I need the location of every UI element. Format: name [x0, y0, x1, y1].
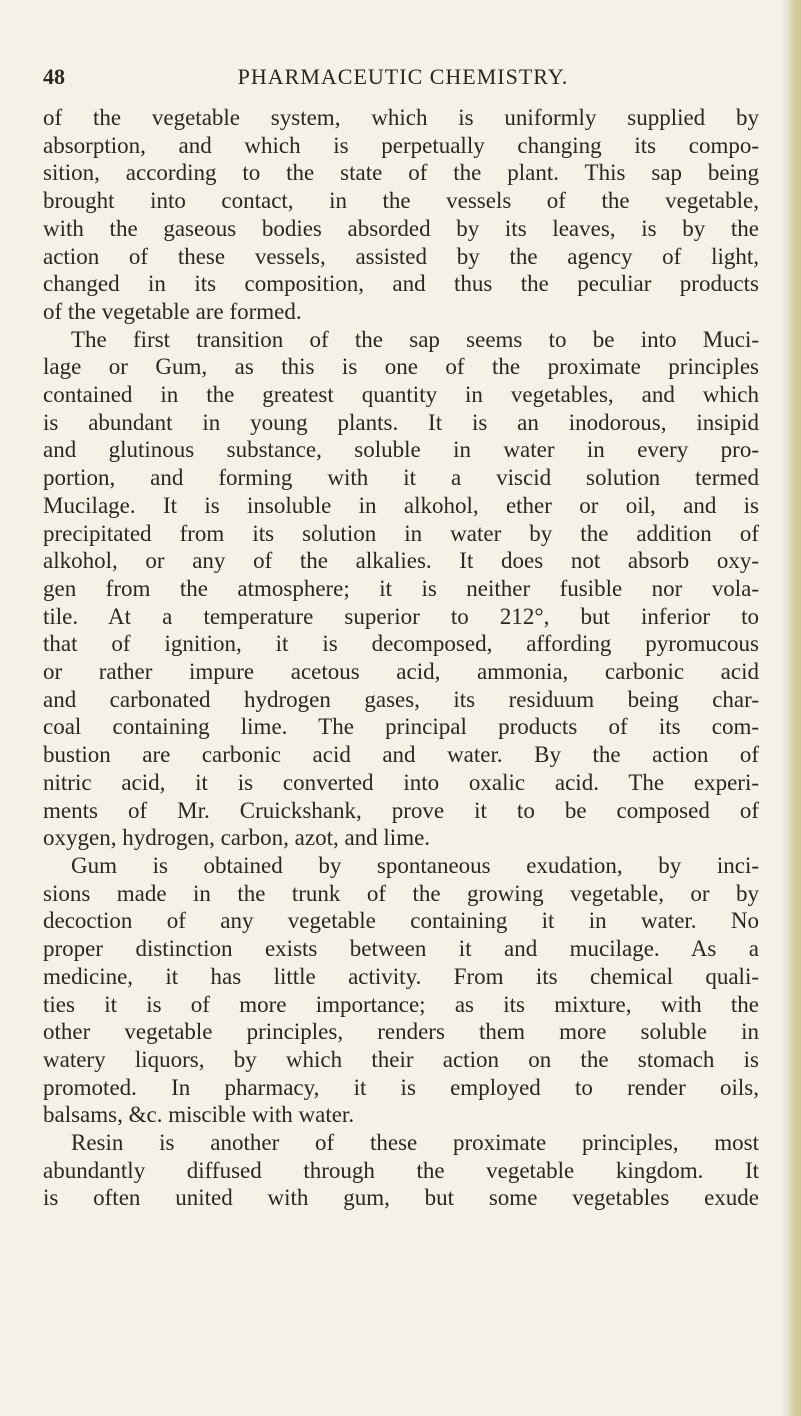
text-line: proper distinction exists between it and mucilage. As a [43, 936, 759, 962]
text-line: changed in its composition, and thus the peculiar products [43, 271, 759, 297]
text-line: with the gaseous bodies absorded by its leaves, is by the [43, 215, 759, 241]
text-line: balsams, &c. miscible with water. [43, 1102, 355, 1128]
text-line: decoction of any vegetable containing it in water. No [43, 908, 759, 934]
text-line: that of ignition, it is decomposed, affording pyromucous [43, 631, 759, 657]
page-number: 48 [43, 64, 65, 89]
text-line: of the vegetable system, which is uniformly supplied by [43, 105, 759, 130]
text-line: ments of Mr. Cruickshank, prove it to be composed of [43, 797, 759, 823]
page-header [43, 64, 763, 96]
text-line: oxygen, hydrogen, carbon, azot, and lime. [43, 825, 431, 851]
text-line: tile. At a temperature superior to 212°, but inferior to [43, 603, 759, 629]
text-line: absorption, and which is perpetually changing its compo- [43, 132, 759, 158]
page-edge [787, 0, 801, 1416]
text-line: precipitated from its solution in water by the addition of [43, 520, 759, 546]
text-line: medicine, it has little activity. From its chemical quali- [43, 963, 759, 989]
text-line: Resin is another of these proximate principles, most [71, 1130, 759, 1156]
text-line: watery liquors, by which their action on the stomach is [43, 1046, 759, 1072]
text-line: alkohol, or any of the alkalies. It does not absorb oxy- [43, 548, 759, 574]
text-line: promoted. In pharmacy, it is employed to render oils, [43, 1074, 759, 1100]
text-line: lage or Gum, as this is one of the proximate principles [43, 354, 759, 380]
text-line: The first transition of the sap seems to be into Muci- [71, 326, 759, 352]
text-line: action of these vessels, assisted by the agency of light, [43, 243, 759, 269]
text-line: sions made in the trunk of the growing vegetable, or by [43, 880, 759, 906]
text-line: or rather impure acetous acid, ammonia, carbonic acid [43, 659, 759, 685]
text-line: sition, according to the state of the plant. This sap being [43, 160, 759, 186]
text-line: coal containing lime. The principal products of its com- [43, 714, 759, 740]
text-line: brought into contact, in the vessels of the vegetable, [43, 188, 759, 214]
text-line: is abundant in young plants. It is an inodorous, insipid [43, 409, 759, 435]
body-text [43, 104, 759, 1212]
text-line: and glutinous substance, soluble in water in every pro- [43, 437, 759, 463]
text-line: portion, and forming with it a viscid solution termed [43, 465, 759, 491]
text-line: Gum is obtained by spontaneous exudation, by inci- [71, 852, 759, 878]
text-line: bustion are carbonic acid and water. By the action of [43, 742, 759, 768]
text-line: gen from the atmosphere; it is neither fusible nor vola- [43, 575, 759, 601]
text-line: contained in the greatest quantity in vegetables, and which [43, 382, 759, 408]
text-line: and carbonated hydrogen gases, its residuum being char- [43, 686, 759, 712]
running-head: PHARMACEUTIC CHEMISTRY. [237, 64, 569, 89]
text-line: of the vegetable are formed. [43, 298, 302, 324]
text-line: Mucilage. It is insoluble in alkohol, ether or oil, and is [43, 492, 759, 518]
text-line: nitric acid, it is converted into oxalic acid. The experi- [43, 769, 759, 795]
text-line: abundantly diffused through the vegetable kingdom. It [43, 1157, 759, 1183]
text-line: is often united with gum, but some vegetables exude [43, 1185, 759, 1211]
text-line: ties it is of more importance; as its mixture, with the [43, 991, 759, 1017]
text-line: other vegetable principles, renders them more soluble in [43, 1019, 759, 1045]
